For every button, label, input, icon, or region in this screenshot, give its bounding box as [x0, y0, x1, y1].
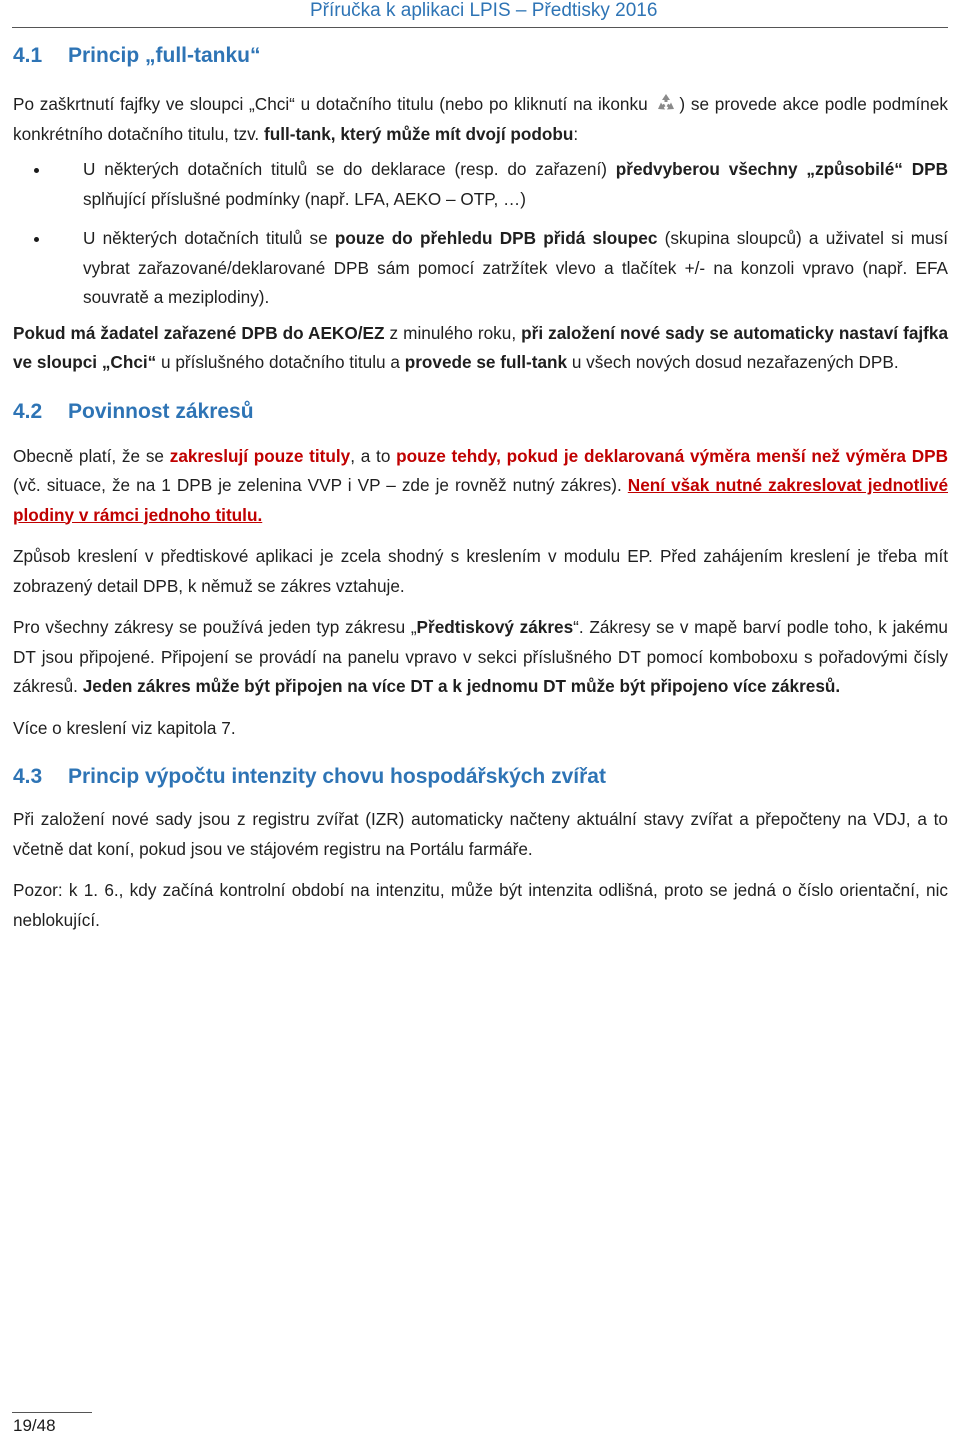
section-number: 4.3	[13, 765, 43, 788]
text-run: “. Zákresy se v mapě barví podle toho, k jakému DT jsou připojené. Připojení se provádí na panelu vpravo v sekci příslušného DT pomocí komboboxu s pořadovými čísly zákresů.	[13, 617, 948, 696]
text-run-red: zakreslují pouze tituly	[169, 445, 351, 466]
text-run: , a to	[350, 445, 397, 466]
text-run-bold: Pokud má žadatel zařazené DPB do AEKO/EZ	[13, 322, 385, 343]
text-run-bold: při založení nové sady se automaticky nastaví fajfka ve sloupci „Chci“	[13, 322, 948, 372]
text-run-red: pouze tehdy, pokud je deklarovaná výměra menší než výměra DPB	[396, 445, 948, 466]
paragraph-izr	[13, 805, 948, 864]
text-run-red-underlined: Není však nutné zakreslovat jednotlivé plodiny v rámci jednoho titulu.	[13, 475, 949, 525]
text-run-bold: full-tank, který může mít dvojí podobu	[263, 123, 574, 144]
text-run: (skupina sloupců) a uživatel si musí vybrat zařazované/deklarované DPB sám pomocí zatržítek vlevo a tlačítek +/- na konzoli vpravo (např. EFA souvratě a meziplodiny).	[83, 228, 949, 307]
page-content	[13, 40, 948, 935]
text-run: U některých dotačních titulů se	[83, 228, 335, 248]
paragraph-full-tank-intro	[13, 90, 948, 149]
page-number: 19/48	[13, 1416, 56, 1435]
list-item	[13, 155, 948, 214]
text-run: :	[573, 123, 579, 144]
recycle-icon	[655, 92, 677, 114]
text-run: (vč. situace, že na 1 DPB je zelenina VVP i VP – zde je rovněž nutný zákres).	[13, 475, 628, 495]
list-item	[13, 224, 948, 313]
full-tank-list	[13, 155, 948, 313]
paragraph-aeko	[13, 319, 948, 378]
section-heading-4-2	[13, 398, 948, 426]
section-title: Povinnost zákresů	[68, 399, 254, 423]
paragraph-see-chapter	[13, 714, 948, 744]
paragraph-zakres-rules	[13, 442, 948, 531]
text-run-bold: Jeden zákres může být připojen na více DT a k jednomu DT může být připojeno více zákresů.	[82, 676, 841, 696]
paragraph-warning	[13, 876, 948, 935]
text-run: Způsob kreslení v předtiskové aplikaci je zcela shodný s kreslením v modulu EP. Před zahájením kreslení je třeba mít zobrazený detail DPB, k němuž se zákres vztahuje.	[13, 546, 948, 596]
bullet-icon	[34, 168, 39, 173]
text-run-bold: Předtiskový zákres	[416, 617, 574, 637]
section-title: Princip výpočtu intenzity chovu hospodářských zvířat	[68, 765, 606, 788]
paragraph-zakres-type	[13, 613, 948, 702]
footer-rule	[12, 1412, 92, 1413]
text-run-bold: pouze do přehledu DPB přidá sloupec	[334, 228, 658, 248]
text-run: Po zaškrtnutí fajfky ve sloupci „Chci“ u dotačního titulu (nebo po kliknutí na ikonku	[13, 94, 654, 114]
text-run: u příslušného dotačního titulu a	[156, 352, 405, 372]
text-run: Pozor: k 1. 6., kdy začíná kontrolní období na intenzitu, může být intenzita odlišná, proto se jedná o číslo orientační, nic neblokující.	[13, 880, 948, 930]
section-title: Princip „full-tanku“	[68, 44, 261, 67]
text-run-bold: provede se full-tank	[404, 352, 568, 372]
text-run: Pro všechny zákresy se používá jeden typ zákresu „	[13, 617, 417, 637]
text-run: Více o kreslení viz kapitola 7.	[13, 717, 236, 738]
section-number: 4.2	[13, 399, 43, 423]
section-number: 4.1	[13, 44, 43, 67]
bullet-icon	[34, 237, 39, 242]
text-run: U některých dotačních titulů se do deklarace (resp. do zařazení)	[83, 159, 616, 179]
running-header: Příručka k aplikaci LPIS – Předtisky 2016	[310, 0, 658, 21]
text-run-bold: předvyberou všechny „způsobilé“ DPB	[615, 159, 948, 179]
section-heading-4-3	[13, 763, 948, 791]
text-run: Při založení nové sady jsou z registru zvířat (IZR) automaticky načteny aktuální stavy zvířat a přepočteny na VDJ, a to včetně dat koní, pokud jsou ve stájovém registru na Portálu farmáře.	[13, 809, 948, 859]
text-run: ) se provede akce podle podmínek konkrétního dotačního titulu, tzv.	[13, 94, 948, 144]
text-run: u všech nových dosud nezařazených DPB.	[567, 352, 899, 372]
text-run: z minulého roku,	[384, 322, 522, 343]
text-run: splňující příslušné podmínky (např. LFA, AEKO – OTP, …)	[83, 188, 526, 209]
section-heading-4-1	[13, 42, 948, 70]
header-rule	[12, 27, 948, 28]
paragraph-drawing-method	[13, 542, 948, 601]
text-run: Obecně platí, že se	[13, 445, 170, 466]
